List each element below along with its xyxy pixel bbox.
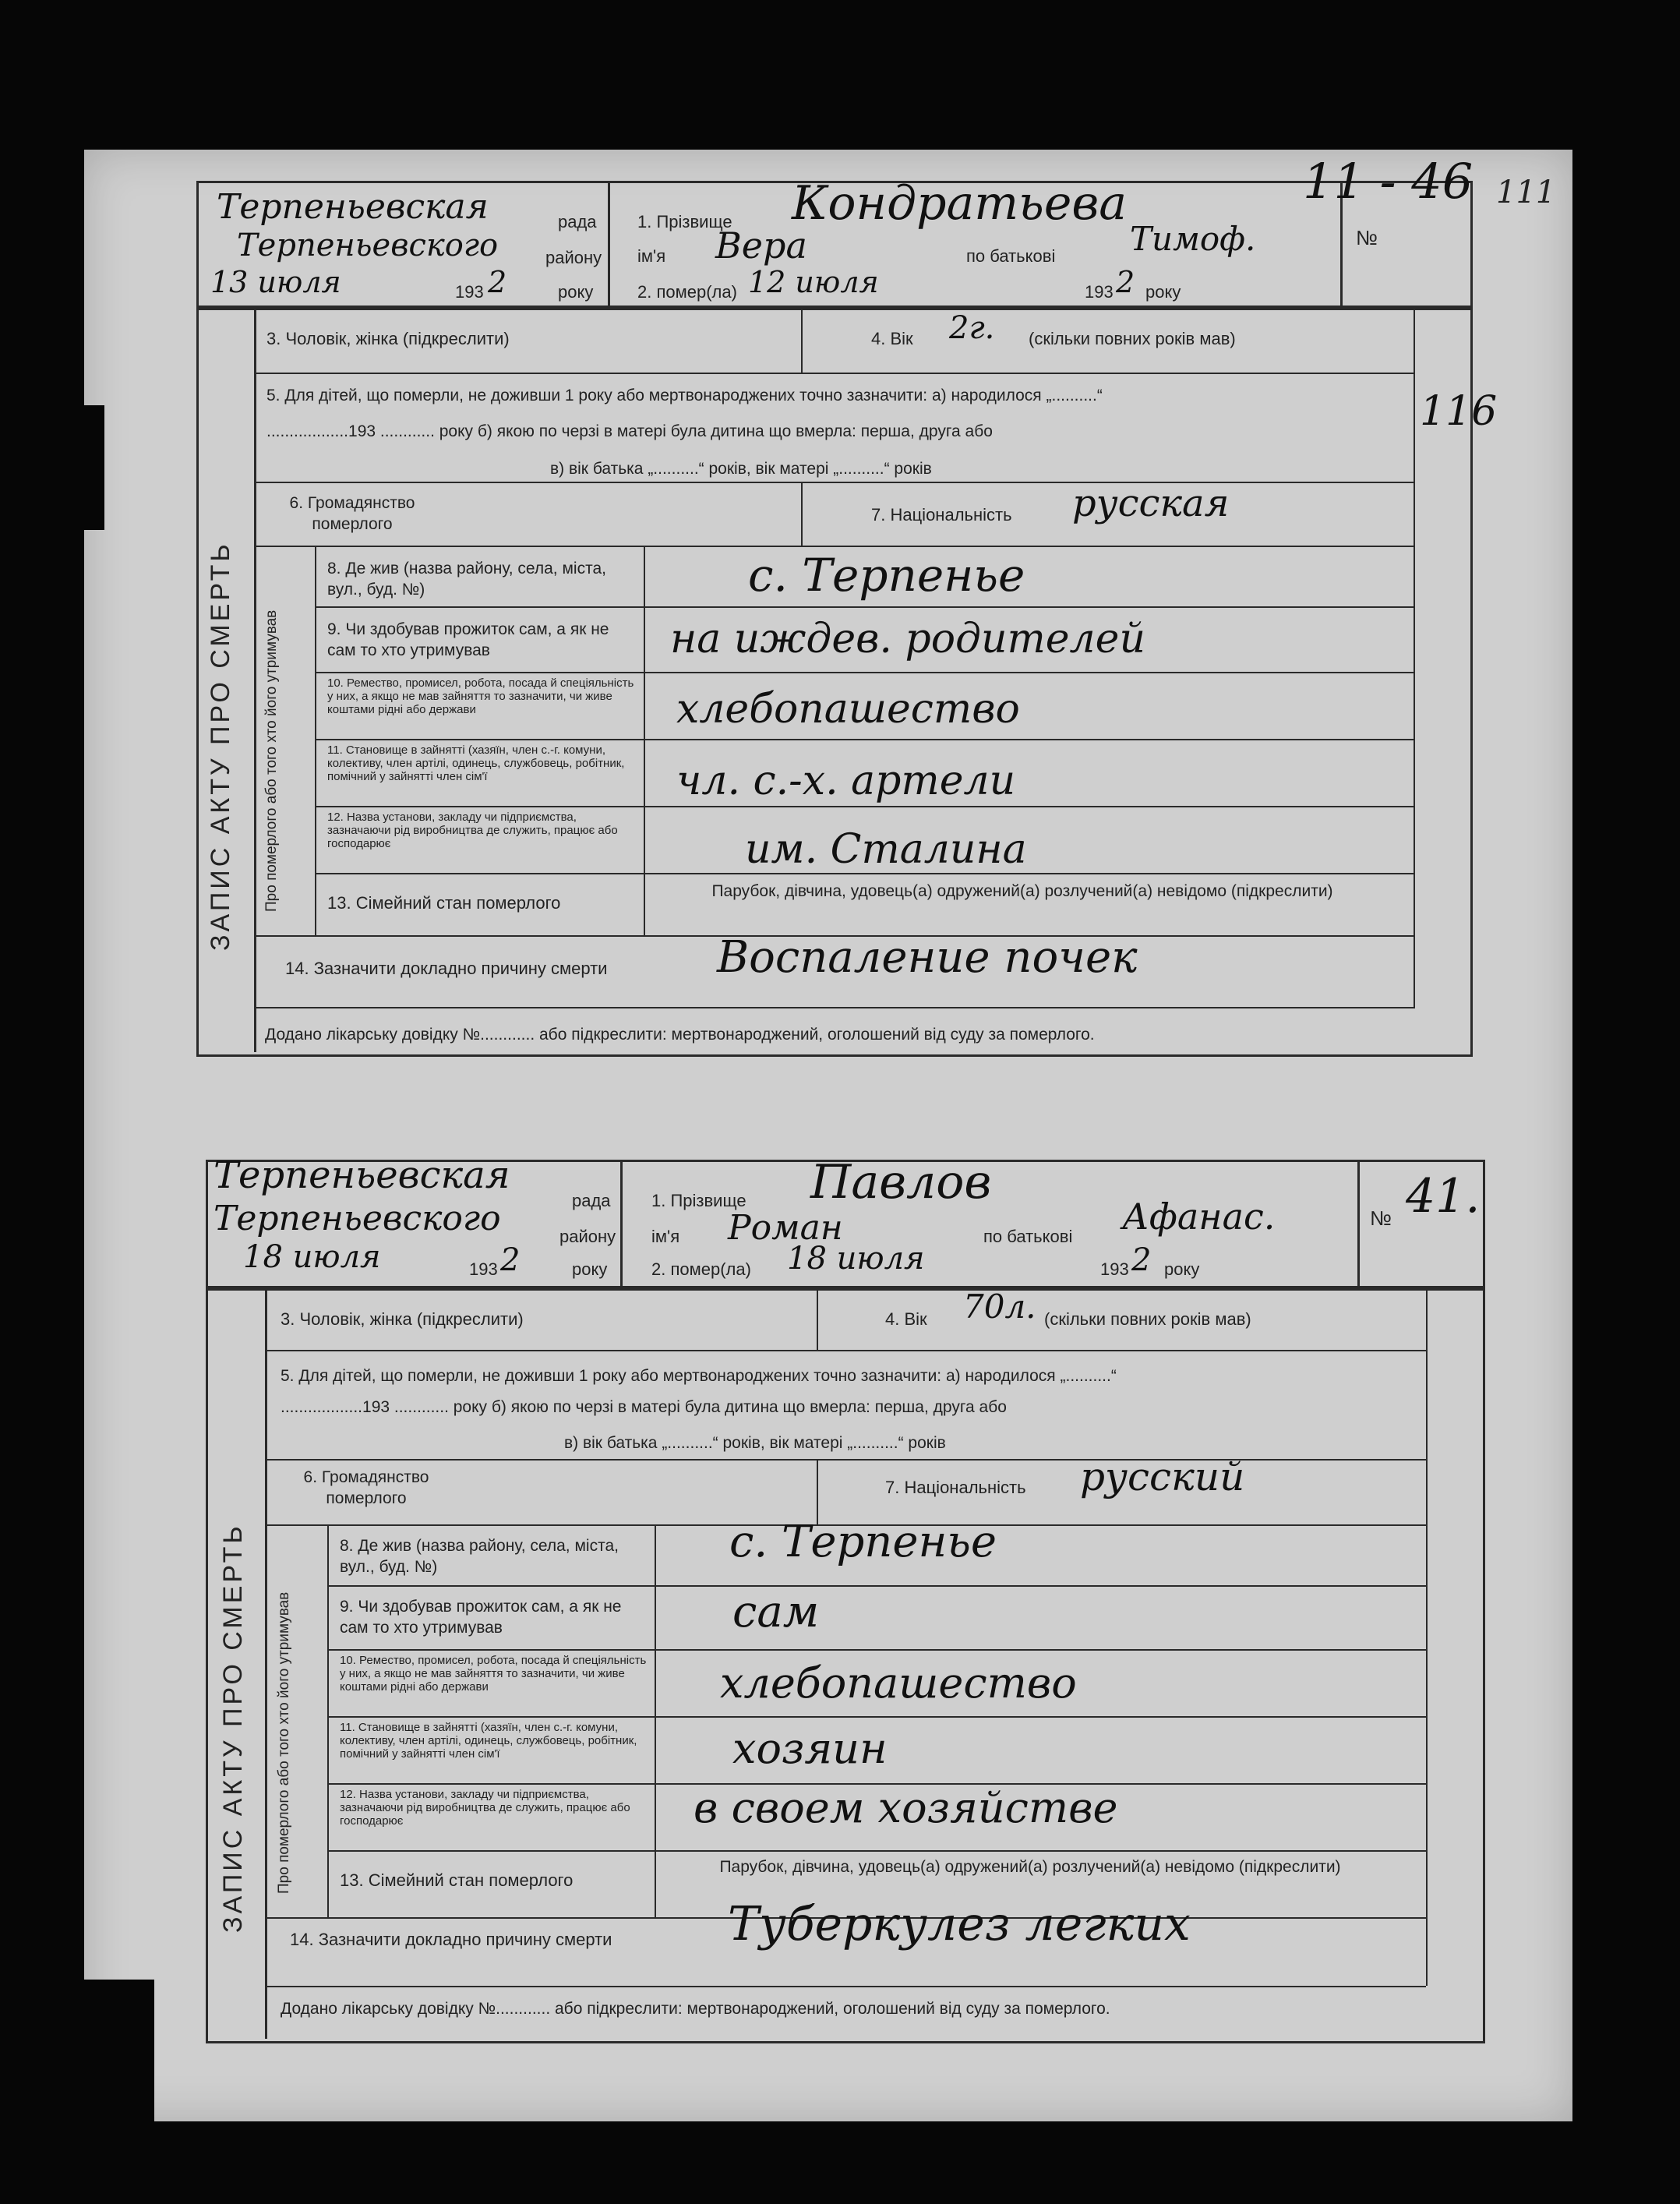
registration-date-handwritten: 18 июля [243, 1239, 381, 1275]
field-13-marital: 13. Сімейний стан померлого [340, 1870, 574, 1890]
side-title: ЗАПИС АКТУ ПРО СМЕРТЬ [218, 1523, 248, 1933]
field-9-support: 9. Чи здобував прожиток сам, а як не сам то хто утримував [340, 1598, 622, 1637]
council-label: рада [572, 1191, 611, 1210]
field-5-line2: ..................193 ............ року б) якою по черзі в матері була дитина що вмерла: перша, друга або [281, 1398, 1007, 1416]
field-8-handwritten: с. Терпенье [748, 549, 1025, 602]
field-12-institution: 12. Назва установи, закладу чи підприємства, зазначаючи рід виробництва де служить, працює або господарює [340, 1788, 630, 1828]
surname-label: 1. Прізвище [637, 212, 732, 231]
field-8-residence: 8. Де жив (назва району, села, міста, вул., буд. №) [340, 1537, 619, 1576]
torn-edge [84, 405, 104, 530]
council-handwritten: Терпеньевская [217, 187, 489, 227]
patronymic-label: по батькові [966, 246, 1056, 266]
page-number-note: 111 [1496, 175, 1556, 210]
district-label: району [559, 1227, 616, 1246]
field-8-residence: 8. Де жив (назва району, села, міста, вул., буд. №) [327, 560, 606, 599]
field-10-handwritten: хлебопашество [720, 1658, 1077, 1708]
footer-note: Додано лікарську довідку №............ або підкреслити: мертвонароджений, оголошений від суду за померлого. [281, 2000, 1110, 2018]
name-label: ім'я [637, 246, 666, 266]
field-11-handwritten: хозяин [732, 1724, 888, 1773]
council-label: рада [558, 212, 597, 231]
field-9-handwritten: сам [732, 1587, 820, 1637]
death-year-prefix: 193 [1100, 1259, 1129, 1279]
field-4-age-handwritten: 2г. [949, 310, 995, 346]
field-7-nationality-handwritten: русская [1072, 482, 1230, 525]
field-12-handwritten: им. Сталина [745, 826, 1027, 873]
field-12-institution: 12. Назва установи, закладу чи підприємства, зазначаючи рід виробництва де служить, працює або господарює [327, 811, 618, 850]
field-13-options: Парубок, дівчина, удовець(а) одружений(а) розлучений(а) невідомо (підкреслити) [719, 1858, 1341, 1876]
field-6-citizenship: 6. Громадянство померлого [303, 1468, 429, 1507]
death-year-prefix: 193 [1085, 282, 1114, 302]
field-6-citizenship: 6. Громадянство померлого [289, 494, 415, 533]
field-11-handwritten: чл. с.-х. артели [676, 758, 1016, 804]
year-label: року [558, 282, 594, 302]
field-11-position: 11. Становище в зайнятті (хазяїн, член с.-г. комуни, колективу, член артілі, одинець, службовець, робітник, помічний у зайнятті член сім'ї [340, 1721, 637, 1761]
field-4-age-label: 4. Вік [871, 329, 913, 348]
council-handwritten: Терпеньевская [214, 1153, 510, 1197]
field-3-sex: 3. Чоловік, жінка (підкреслити) [281, 1309, 524, 1329]
field-13-options: Парубок, дівчина, удовець(а) одружений(а) розлучений(а) невідомо (підкреслити) [711, 882, 1333, 900]
death-year-label: року [1145, 282, 1181, 302]
name-handwritten: Вера [715, 224, 807, 267]
field-5-line3: в) вік батька „..........“ років, вік матері „..........“ років [564, 1434, 946, 1452]
year-prefix: 193 [455, 282, 484, 302]
death-date-handwritten: 12 июля [748, 265, 879, 299]
field-7-nationality-handwritten: русский [1080, 1454, 1245, 1499]
margin-note: 116 [1420, 388, 1498, 435]
number-label: № [1370, 1206, 1392, 1230]
death-year-handwritten: 2 [1131, 1242, 1152, 1278]
field-14-cause-label: 14. Зазначити докладно причину смерти [290, 1930, 612, 1949]
registration-date-handwritten: 13 июля [210, 265, 341, 299]
patronymic-label: по батькові [983, 1227, 1073, 1246]
district-label: району [545, 248, 602, 267]
field-4-age-label: 4. Вік [885, 1309, 927, 1329]
field-12-handwritten: в своем хозяйстве [694, 1783, 1118, 1832]
number-label: № [1356, 226, 1378, 249]
field-9-support: 9. Чи здобував прожиток сам, а як не сам то хто утримував [327, 620, 609, 659]
field-11-position: 11. Становище в зайнятті (хазяїн, член с.-г. комуни, колективу, член артілі, одинець, службовець, робітник, помічний у зайнятті член сім'ї [327, 743, 625, 783]
death-date-handwritten: 18 июля [787, 1241, 925, 1277]
death-date-label: 2. помер(ла) [637, 282, 737, 302]
field-5-line1: 5. Для дітей, що померли, не доживши 1 року або мертвонароджених точно зазначити: а) народилося „..........“ [266, 387, 1103, 404]
field-9-handwritten: на иждев. родителей [670, 616, 1145, 662]
name-label: ім'я [651, 1227, 680, 1246]
death-year-handwritten: 2 [1116, 265, 1135, 299]
name-handwritten: Роман [728, 1208, 843, 1248]
field-8-handwritten: с. Терпенье [729, 1517, 997, 1567]
death-year-label: року [1164, 1259, 1200, 1279]
side-title: ЗАПИС АКТУ ПРО СМЕРТЬ [206, 541, 235, 951]
side-subtitle: Про померлого або того хто його утримував [263, 609, 280, 912]
surname-label: 1. Прізвище [651, 1191, 746, 1210]
field-5-line2: ..................193 ............ року б) якою по черзі в матері була дитина що вмерла: перша, друга або [266, 422, 993, 440]
death-date-label: 2. помер(ла) [651, 1259, 751, 1279]
field-5-line3: в) вік батька „..........“ років, вік матері „..........“ років [550, 460, 932, 478]
district-handwritten: Терпеньевского [237, 228, 499, 263]
year-label: року [572, 1259, 608, 1279]
field-4-age-rest: (скільки повних років мав) [1029, 329, 1236, 348]
surname-handwritten: Павлов [810, 1155, 992, 1210]
registration-year-handwritten: 2 [500, 1242, 521, 1278]
field-7-nationality-label: 7. Національність [885, 1478, 1026, 1497]
field-4-age-rest: (скільки повних років мав) [1044, 1309, 1251, 1329]
record-number-handwritten: 11 - 46 [1303, 153, 1474, 210]
patronymic-handwritten: Афанас. [1122, 1196, 1276, 1238]
year-prefix: 193 [469, 1259, 498, 1279]
side-subtitle: Про померлого або того хто його утримував [276, 1591, 292, 1894]
record-number-handwritten: 41. [1406, 1169, 1481, 1224]
field-5-line1: 5. Для дітей, що померли, не доживши 1 року або мертвонароджених точно зазначити: а) народилося „..........“ [281, 1367, 1117, 1385]
field-10-occupation: 10. Ремество, промисел, робота, посада й спеціяльність у них, а якщо не мав зайняття то зазначити, чи живе коштами рідні або держави [340, 1654, 647, 1694]
footer-note: Додано лікарську довідку №............ або підкреслити: мертвонароджений, оголошений від суду за померлого. [265, 1026, 1095, 1044]
torn-edge [84, 1980, 154, 2128]
field-14-cause-handwritten: Туберкулез легких [728, 1897, 1191, 1951]
surname-handwritten: Кондратьева [792, 176, 1128, 231]
field-14-cause-handwritten: Воспаление почек [717, 932, 1138, 983]
field-4-age-handwritten: 70л. [963, 1287, 1036, 1326]
patronymic-handwritten: Тимоф. [1130, 220, 1256, 258]
field-3-sex: 3. Чоловік, жінка (підкреслити) [266, 329, 510, 348]
field-14-cause-label: 14. Зазначити докладно причину смерти [285, 959, 608, 978]
field-13-marital: 13. Сімейний стан померлого [327, 893, 561, 913]
registration-year-handwritten: 2 [488, 265, 507, 299]
field-10-handwritten: хлебопашество [676, 686, 1020, 733]
field-10-occupation: 10. Ремество, промисел, робота, посада й спеціяльність у них, а якщо не мав зайняття то зазначити, чи живе коштами рідні або держави [327, 676, 634, 716]
field-7-nationality-label: 7. Національність [871, 505, 1012, 525]
district-handwritten: Терпеньевского [214, 1199, 501, 1238]
